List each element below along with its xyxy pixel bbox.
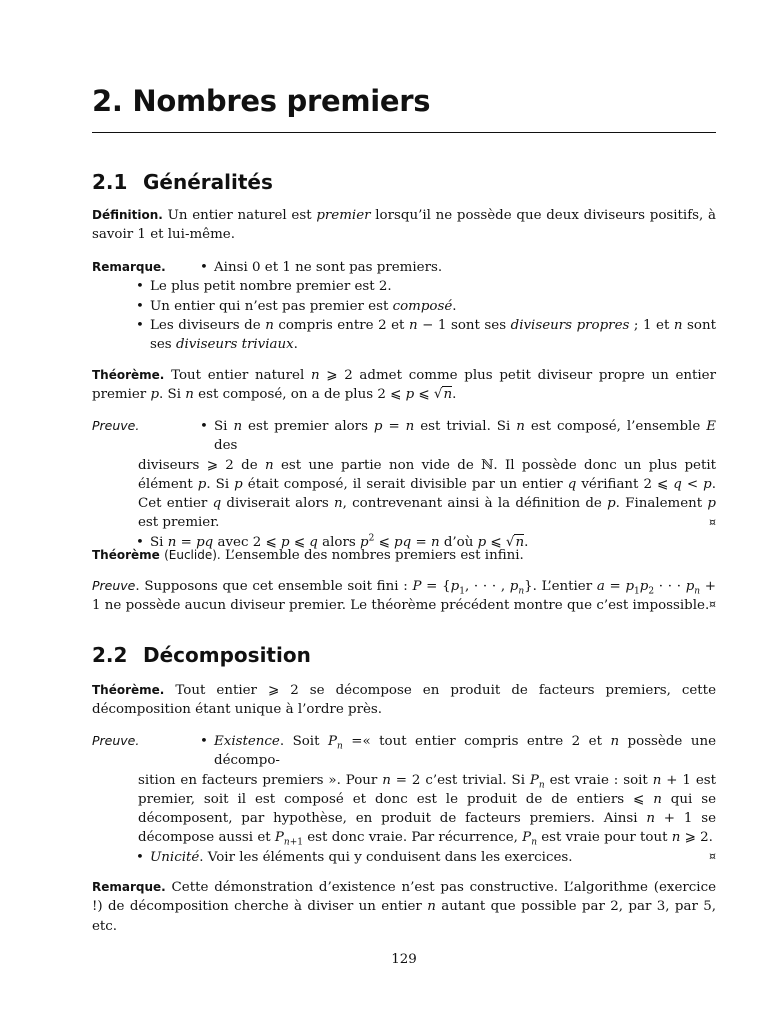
list-item: • Si n = pq avec 2 ⩽ p ⩽ q alors $p^2$ ⩽ pq = n d’où p ⩽ √n. <box>92 533 716 552</box>
preuve-block-3: Preuve. • Existence. Soit $P_n$ =« tout entier compris entre 2 et n possède une décompo- sition en facteurs premiers ». Pour n = 2 c’est trivial. Si $P_n$ est vraie : soit n + 1 est premier, soit il est composé et donc est le produit de de entiers ⩽ n qui se décomposent, par hypothèse, en produit de facteurs premiers. Ainsi n + 1 se décompose aussi et $P_{n+1}$ est donc vraie. Par récurrence, $P_n$ est vraie pour tout n ⩾ 2. • Unicité. Voir les éléments qui y conduisent dans les exercices. <box>92 731 716 867</box>
section-title: Généralités <box>143 170 273 194</box>
preuve-label: Preuve <box>92 578 136 593</box>
theoreme-block-1: Théorème. Tout entier naturel n ⩾ 2 admet comme plus petit diviseur propre un entier premier p. Si n est composé, on a de plus 2 ⩽ p ⩽ √n. <box>92 368 716 403</box>
list-item: • Le plus petit nombre premier est 2. <box>92 277 716 296</box>
preuve-label: Preuve. <box>92 418 140 433</box>
list-item: • Unicité. Voir les éléments qui y conduisent dans les exercices. <box>92 848 716 867</box>
title-rule <box>92 132 716 133</box>
preuve-block-2: Preuve. Supposons que cet ensemble soit fini : $P = \{p_1$, · · · , $p_n$}. L’entier $a = p_1p_2$ · · · $p_n + 1$ ne possède aucun diviseur premier. Le théorème précédent montre que c’est impossible. <box>92 578 716 614</box>
preuve-block-1: Preuve. • Si n est premier alors p = n est trivial. Si n est composé, l’ensemble E des diviseurs ⩾ 2 de n est une partie non vide de ℕ. Il possède donc un plus petit élément p. Si p était composé, il serait divisible par un entier q vérifiant 2 ⩽ q < p. Cet entier q diviserait alors n, contrevenant ainsi à la définition de p. Finalement p est premier. • Si n = pq avec 2 ⩽ p ⩽ q alors $p^2$ ⩽ pq = n d’où p ⩽ √n. <box>92 416 716 552</box>
section-heading-decomposition <box>92 643 311 667</box>
list-item: • Les diviseurs de n compris entre 2 et n − 1 sont ses diviseurs propres ; 1 et n sont ses diviseurs triviaux. <box>92 316 716 355</box>
remarque-label: Remarque. <box>92 880 166 894</box>
theoreme-label: Théorème. <box>92 683 165 697</box>
section-title: Décomposition <box>143 643 311 667</box>
theoreme-euclide-block: Théorème (Euclide). L’ensemble des nombres premiers est infini. <box>92 548 524 563</box>
section-number: 2.1 <box>92 170 128 194</box>
theoreme-label: Théorème <box>92 548 160 562</box>
theoreme-label: Théorème. <box>92 368 165 382</box>
chapter-title: 2. Nombres premiers <box>92 84 431 118</box>
qed-symbol: ¤ <box>709 598 716 611</box>
remarque-label: Remarque. <box>92 260 166 274</box>
section-number: 2.2 <box>92 643 128 667</box>
qed-symbol: ¤ <box>709 516 716 529</box>
qed-symbol: ¤ <box>709 850 716 863</box>
section-heading-generalites <box>92 170 273 194</box>
remarque-block-1: Remarque. • Ainsi 0 et 1 ne sont pas premiers. • Le plus petit nombre premier est 2. • Un entier qui n’est pas premier est composé. • Les diviseurs de n compris entre 2 et n − 1 sont ses diviseurs propres ; 1 et n sont ses diviseurs triviaux. <box>92 258 716 354</box>
remarque-block-2: Remarque. Cette démonstration d’existence n’est pas constructive. L’algorithme (exercice !) de décomposition cherche à diviser un entier n autant que possible par 2, par 3, par 5, etc. <box>92 880 717 934</box>
euclide-label: (Euclide). <box>164 548 221 562</box>
preuve-label: Preuve. <box>92 733 140 748</box>
definition-label: Définition. <box>92 208 163 222</box>
theoreme-block-2: Théorème. Tout entier ⩾ 2 se décompose en produit de facteurs premiers, cette décomposition étant unique à l’ordre près. <box>92 683 716 718</box>
definition-block: Définition. Un entier naturel est premier lorsqu’il ne possède que deux diviseurs positifs, à savoir 1 et lui-même. <box>92 208 716 243</box>
list-item: • Un entier qui n’est pas premier est composé. <box>92 297 716 316</box>
page-number: 129 <box>391 952 417 967</box>
